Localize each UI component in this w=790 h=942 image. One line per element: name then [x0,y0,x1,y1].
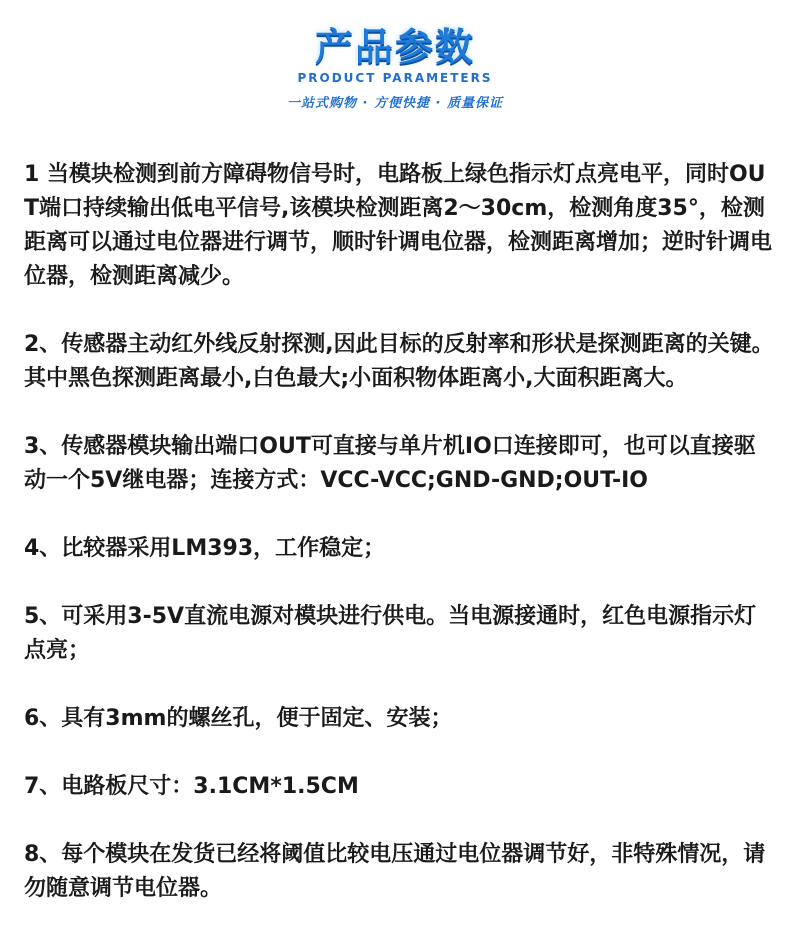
tagline: 一站式购物 · 方便快捷 · 质量保证 [287,96,503,111]
parameter-item-2: 2、传感器主动红外线反射探测,因此目标的反射率和形状是探测距离的关键。其中黑色探测距离最小,白色最大;小面积物体距离小,大面积距离大。 [24,332,774,391]
parameter-item-3: 3、传感器模块输出端口OUT可直接与单片机IO口连接即可，也可以直接驱动一个5V继电器；连接方式：VCC-VCC;GND-GND;OUT-IO [24,434,756,493]
parameter-item-6: 6、具有3mm的螺丝孔，便于固定、安装； [24,706,453,731]
parameter-item-1: 1 当模块检测到前方障碍物信号时，电路板上绿色指示灯点亮电平，同时OUT端口持续输出低电平信号,该模块检测距离2～30cm，检测角度35°，检测距离可以通过电位器进行调节，顺时针调电位器，检测距离增加；逆时针调电位器，检测距离减少。 [24,162,773,289]
parameter-item-8: 8、每个模块在发货已经将阈值比较电压通过电位器调节好，非特殊情况，请勿随意调节电位器。 [24,842,766,901]
page-subtitle: PRODUCT PARAMETERS [297,71,493,85]
parameter-list [24,158,774,906]
page-title: 产品参数 [314,25,475,69]
parameter-item-7: 7、电路板尺寸：3.1CM*1.5CM [24,774,359,799]
parameter-item-4: 4、比较器采用LM393，工作稳定； [24,536,386,561]
parameter-item-5: 5、可采用3-5V直流电源对模块进行供电。当电源接通时，红色电源指示灯点亮； [24,604,757,663]
header [0,0,790,120]
